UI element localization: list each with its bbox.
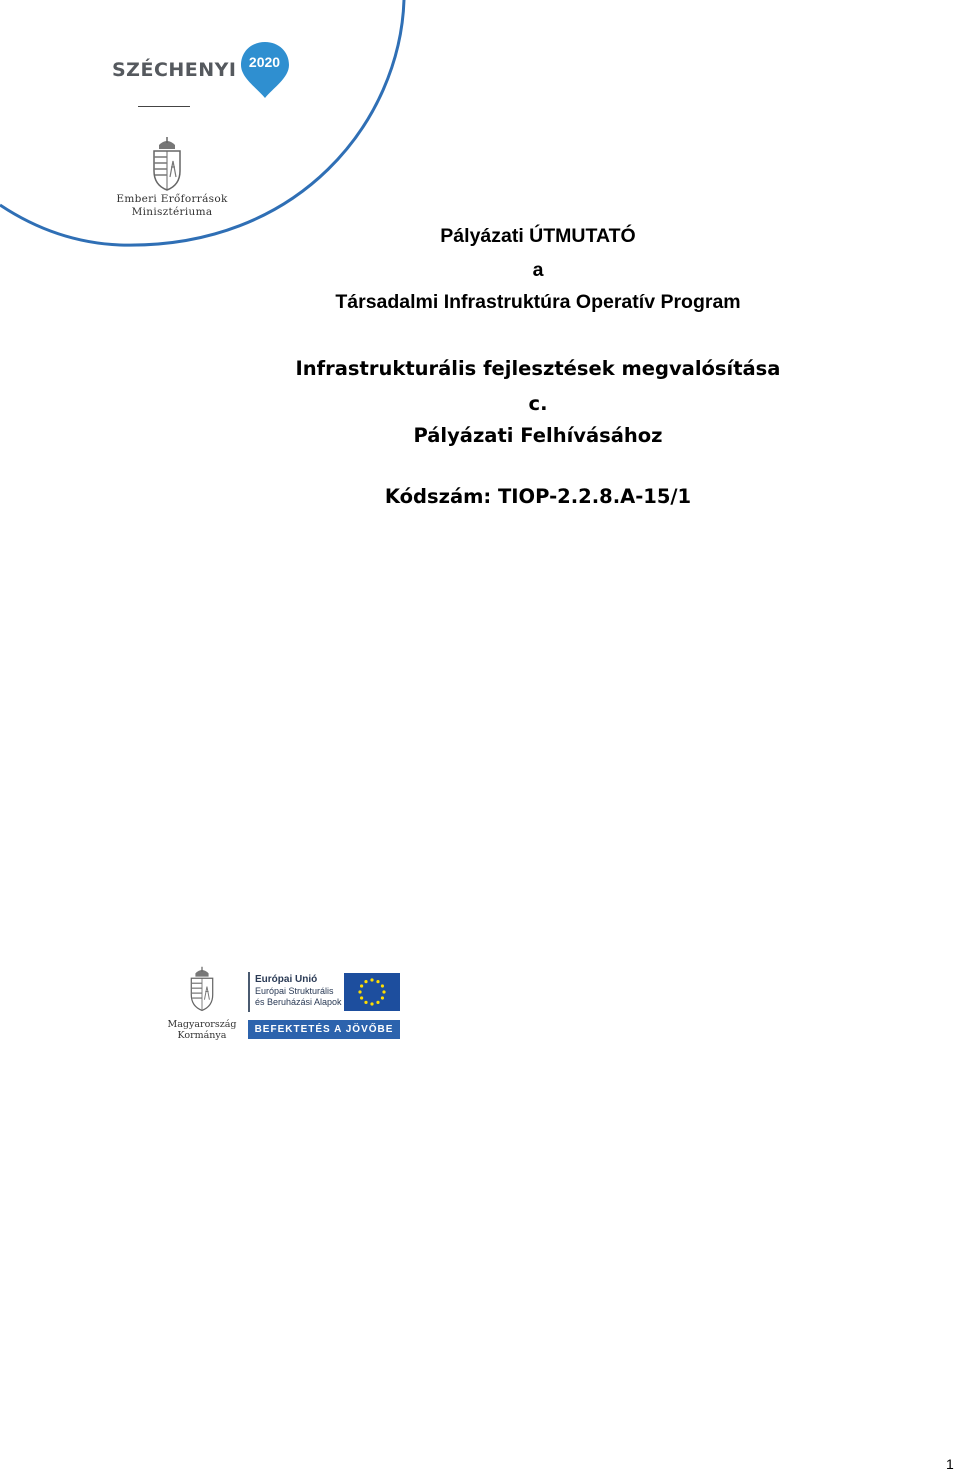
- hungarian-coat-of-arms-icon: [188, 964, 216, 1014]
- code-number: Kódszám: TIOP-2.2.8.A-15/1: [384, 485, 692, 508]
- government-name: [160, 1019, 244, 1041]
- title-line-c: c.: [528, 392, 548, 415]
- document-title: Pályázati ÚTMUTATÓ: [440, 225, 636, 247]
- call-subtitle: Pályázati Felhívásához: [413, 424, 663, 447]
- logo-year: 2020: [248, 54, 281, 70]
- eu-line-1: Európai Unió: [255, 974, 318, 985]
- eu-text-block: [255, 974, 342, 1009]
- ministry-line-2: Minisztériuma: [131, 205, 213, 218]
- divider: [138, 106, 190, 107]
- hungarian-coat-of-arms-icon: [150, 137, 184, 191]
- call-name: Infrastrukturális fejlesztések megvalósítása: [295, 357, 781, 380]
- government-line-2: Kormánya: [177, 1030, 227, 1041]
- eu-line-3: és Beruházási Alapok: [255, 997, 342, 1007]
- eu-slogan-banner: BEFEKTETÉS A JÖVŐBE: [248, 1020, 400, 1039]
- page-number: 1: [946, 1456, 954, 1472]
- eu-flag-icon: [344, 973, 400, 1011]
- szechenyi-2020-logo: [112, 40, 291, 100]
- szechenyi-logo-text: SZÉCHENYI: [112, 59, 237, 81]
- government-line-1: Magyarország: [167, 1019, 237, 1030]
- eu-funding-logo: [248, 972, 400, 1040]
- location-pin-icon: [239, 40, 291, 100]
- ministry-name: [112, 193, 232, 218]
- eu-line-2: Európai Strukturális: [255, 985, 334, 996]
- program-name: Társadalmi Infrastruktúra Operatív Program: [335, 291, 741, 313]
- ministry-line-1: Emberi Erőforrások: [116, 193, 228, 205]
- title-line-a: a: [532, 259, 544, 281]
- eu-divider: [248, 972, 250, 1012]
